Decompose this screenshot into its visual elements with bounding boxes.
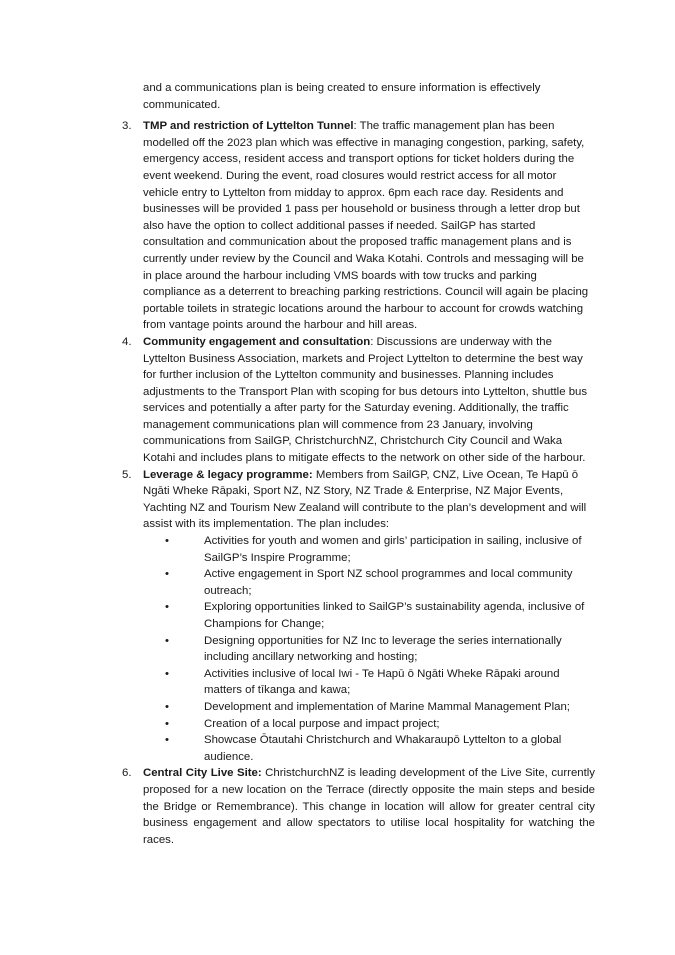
intro-paragraph: and a communications plan is being created to ensure information is effectively communicated.	[143, 82, 541, 111]
bullet-icon: •	[165, 717, 169, 730]
bullet-item	[143, 599, 595, 632]
item-text: : Discussions are underway with the Lyttelton Business Association, markets and Project Lyttelton to determine the best way for further inclusion of the Lyttelton community and businesses. Planning includes adjustments to the Transport Plan with scoping for bus detours into Lyttelton, shuttle bus services and potentially a after party for the Saturday evening. Additionally, the traffic management communications plan will commence from 23 January, involving communications from SailGP, ChristchurchNZ, Christchurch City Council and Waka Kotahi and includes plans to mitigate effects to the network on other side of the harbour.	[143, 335, 588, 465]
item-title: TMP and restriction of Lyttelton Tunnel	[143, 120, 354, 133]
bullet-text: Activities for youth and women and girls’ participation in sailing, inclusive of SailGP’s Inspire Programme;	[204, 535, 582, 564]
bullet-text: Showcase Ōtautahi Christchurch and Whakaraupō Lyttelton to a global audience.	[204, 734, 562, 763]
bullet-icon: •	[165, 601, 169, 614]
bullet-icon: •	[165, 700, 169, 713]
item-number: 3.	[122, 120, 132, 133]
item-title: Leverage & legacy programme:	[143, 468, 313, 481]
item-paragraph	[143, 334, 595, 467]
bullet-item	[143, 732, 595, 765]
item-title: Community engagement and consultation	[143, 335, 371, 348]
bullet-text: Creation of a local purpose and impact project;	[204, 717, 440, 730]
bullet-item	[143, 633, 595, 666]
bullet-icon: •	[165, 535, 169, 548]
bullet-item	[143, 566, 595, 599]
bullet-item	[143, 716, 595, 733]
item-number: 5.	[122, 468, 132, 481]
item-number: 4.	[122, 335, 132, 348]
item-title: Central City Live Site:	[143, 767, 262, 780]
item-text: ChristchurchNZ is leading development of the Live Site, currently proposed for a new location on the Terrace (directly opposite the main steps and beside the Bridge or Remembrance). This change in location will allow for greater central city business engagement and allow spectators to utilise local hospitality for watching the races.	[143, 767, 596, 846]
list-item-tmp	[122, 118, 595, 334]
bullet-text: Development and implementation of Marine Mammal Management Plan;	[204, 700, 570, 713]
bullet-item	[143, 666, 595, 699]
item-paragraph	[143, 467, 595, 533]
bullet-icon: •	[165, 667, 169, 680]
bullet-icon: •	[165, 734, 169, 747]
item-paragraph	[143, 765, 595, 848]
item-text: : The traffic management plan has been modelled off the 2023 plan which was effective in managing congestion, parking, safety, emergency access, resident access and transport options for ticket holders during the event weekend. During the event, road closures would restrict access for all motor vehicle entry to Lyttelton from midday to approx. 6pm each race day. Residents and businesses will be provided 1 pass per household or business through a letter drop but also have the option to collect additional passes if needed. SailGP has started consultation and communication about the proposed traffic management plans and is currently under review by the Council and Waka Kotahi. Controls and messaging will be in place around the harbour including VMS boards with tow trucks and parking compliance as a deterrent to breaching parking restrictions. Council will again be placing portable toilets in strategic locations around the harbour to account for crowds watching from vantage points around the harbour and hill areas.	[143, 120, 589, 332]
bullet-icon: •	[165, 634, 169, 647]
list-item-community	[122, 334, 595, 467]
leverage-bullet-list	[143, 533, 595, 765]
bullet-text: Exploring opportunities linked to SailGP’s sustainability agenda, inclusive of Champions for Change;	[204, 601, 585, 630]
bullet-text: Activities inclusive of local Iwi - Te Hapū ō Ngāti Wheke Rāpaki around matters of tīkanga and kawa;	[204, 667, 560, 697]
item-text: Members from SailGP, CNZ, Live Ocean, Te Hapū ō Ngāti Wheke Rāpaki, Sport NZ, NZ Story, NZ Trade & Enterprise, NZ Major Events, Yachting NZ and Tourism New Zealand will contribute to the plan’s development and will assist with its implementation. The plan includes:	[143, 468, 587, 531]
bullet-icon: •	[165, 568, 169, 581]
bullet-item	[143, 533, 595, 566]
bullet-text: Designing opportunities for NZ Inc to leverage the series internationally including ancillary networking and hosting;	[204, 634, 562, 664]
list-item-live-site	[122, 765, 596, 848]
document-body	[122, 80, 596, 848]
bullet-text: Active engagement in Sport NZ school programmes and local community outreach;	[204, 568, 573, 597]
item-paragraph	[143, 118, 595, 334]
list-item-leverage	[122, 467, 595, 766]
bullet-item	[143, 699, 595, 716]
item-number: 6.	[122, 767, 132, 780]
